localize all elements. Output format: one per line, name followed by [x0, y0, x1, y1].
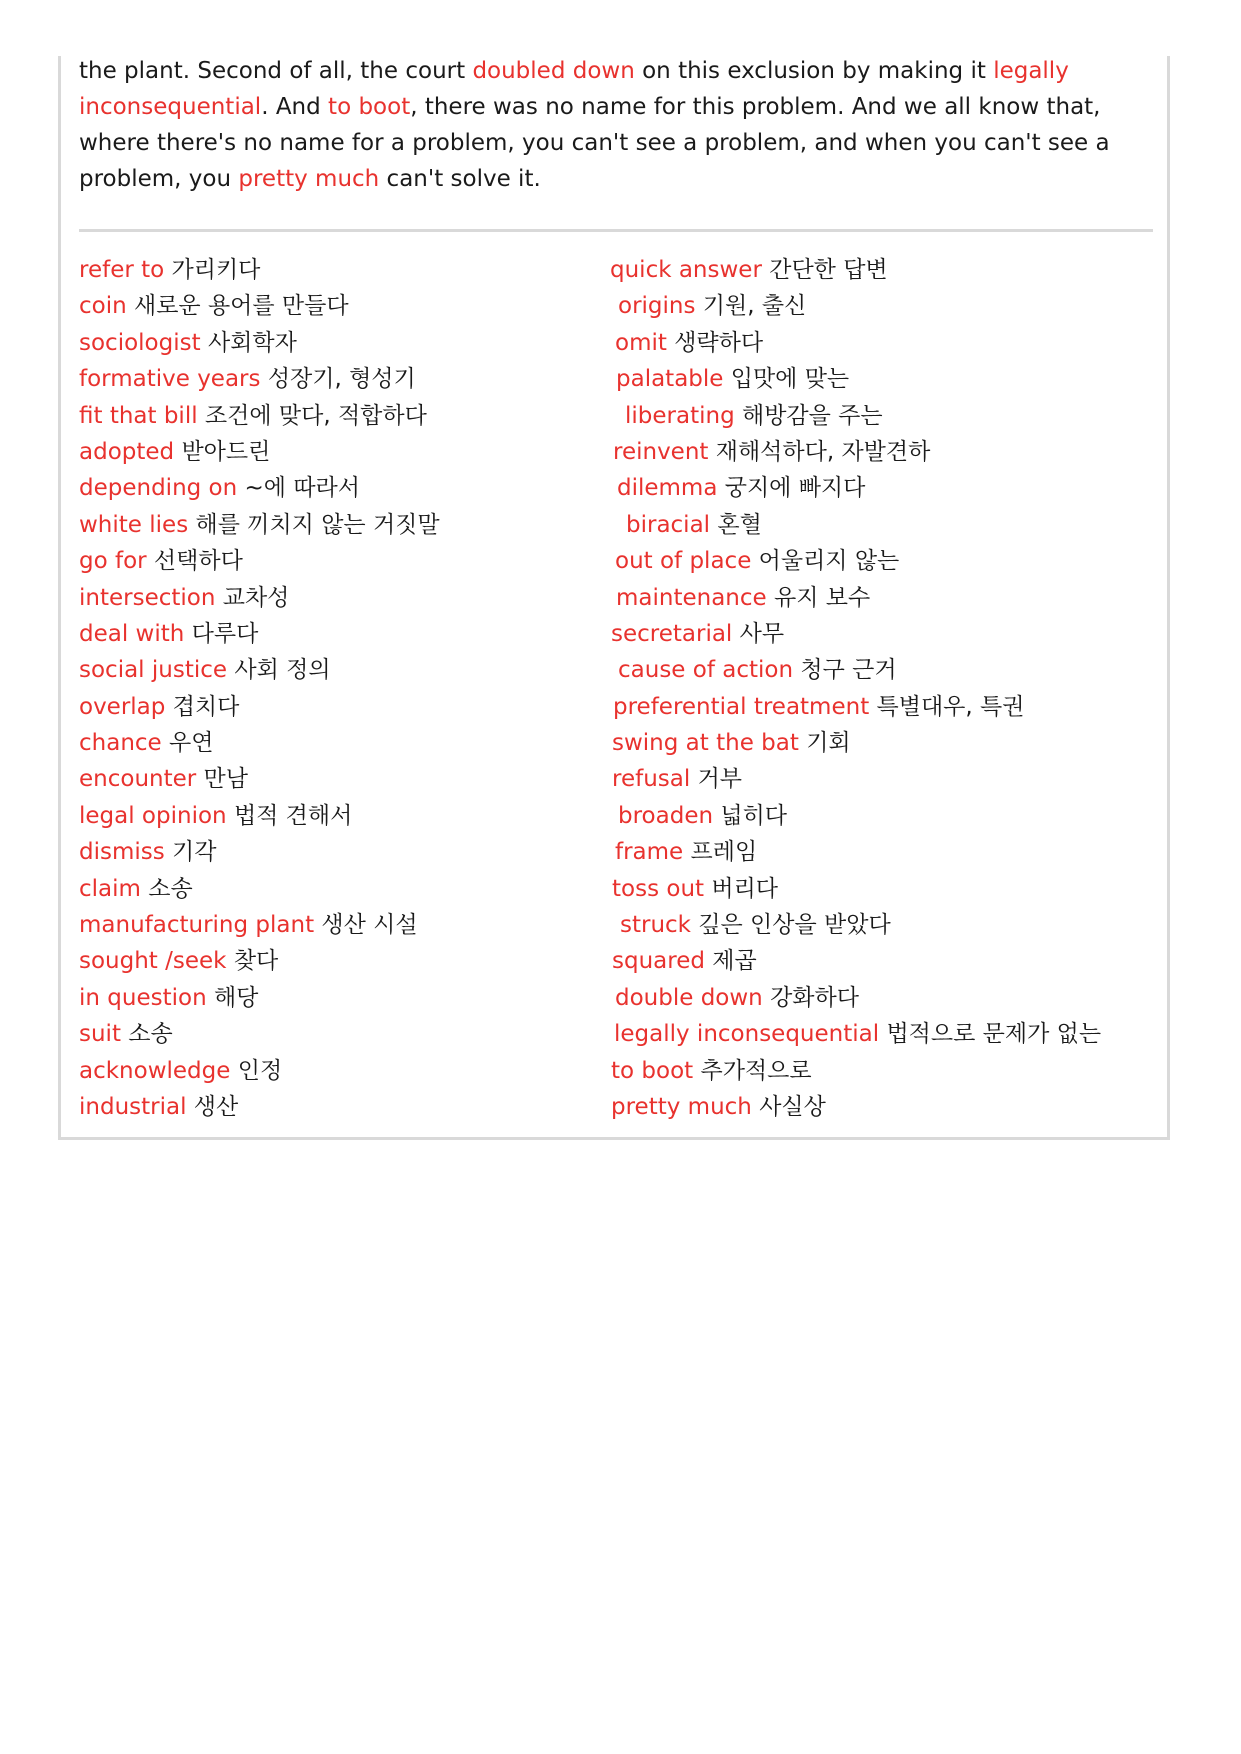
vocab-item [79, 507, 440, 543]
vocab-term: industrial [79, 1093, 187, 1120]
vocab-item [610, 871, 1101, 907]
vocab-term: intersection [79, 584, 216, 611]
highlighted-phrase: doubled down [472, 58, 635, 84]
paragraph-text: can't solve it. [379, 166, 541, 192]
vocab-item [610, 652, 1101, 688]
vocab-item [610, 980, 1101, 1016]
vocab-term: coin [79, 293, 127, 320]
vocab-meaning: 성장기, 형성기 [267, 366, 416, 393]
vocab-meaning: 프레임 [690, 839, 758, 866]
vocab-meaning: 인정 [237, 1057, 283, 1084]
paragraph-text: the plant. Second of all, the court [79, 58, 473, 84]
vocab-term: go for [79, 548, 147, 575]
vocab-term: sought /seek [79, 948, 227, 975]
vocab-meaning: 버리다 [711, 875, 779, 902]
vocab-meaning: 궁지에 빠지다 [724, 475, 866, 502]
vocab-item [79, 398, 440, 434]
vocab-term: claim [79, 875, 141, 902]
vocab-item [610, 834, 1101, 870]
vocab-list-left [79, 252, 440, 1125]
vocab-item [79, 689, 440, 725]
vocab-term: toss out [612, 875, 705, 902]
vocab-meaning: 생산 [193, 1093, 239, 1120]
vocab-item [79, 652, 440, 688]
vocab-item [610, 689, 1101, 725]
highlighted-phrase: pretty much [238, 166, 380, 192]
vocab-meaning: 간단한 답변 [769, 257, 888, 283]
vocab-item [79, 616, 440, 652]
vocab-meaning: 깊은 인상을 받았다 [698, 912, 891, 939]
vocab-meaning: 조건에 맞다, 적합하다 [204, 402, 427, 429]
vocab-item [79, 907, 440, 943]
vocab-item [610, 907, 1101, 943]
vocab-item [79, 761, 440, 797]
vocab-term: omit [615, 329, 667, 356]
vocab-meaning: 재해석하다, 자발견하 [715, 438, 931, 465]
vocab-item [610, 725, 1101, 761]
vocab-item [79, 798, 440, 834]
vocab-item [610, 361, 1101, 397]
vocab-term: quick answer [610, 257, 762, 283]
vocab-list-right [610, 252, 1101, 1125]
vocab-item [610, 580, 1101, 616]
vocab-term: adopted [79, 438, 175, 465]
vocab-item [610, 398, 1101, 434]
highlighted-phrase: to boot [328, 94, 411, 120]
vocab-term: deal with [79, 620, 185, 647]
vocab-term: dilemma [617, 475, 718, 502]
vocab-meaning: 겹치다 [172, 693, 240, 720]
vocab-term: squared [612, 948, 705, 975]
vocab-meaning: 추가적으로 [700, 1057, 812, 1084]
vocab-term: pretty much [611, 1093, 752, 1120]
vocab-meaning: 해당 [213, 984, 259, 1011]
vocab-meaning: 소송 [148, 875, 193, 902]
vocab-term: biracial [626, 511, 711, 538]
vocab-term: cause of action [618, 657, 794, 684]
vocab-item [610, 1016, 1101, 1052]
vocab-term: dismiss [79, 839, 165, 866]
vocab-item [79, 252, 440, 288]
vocab-item [79, 361, 440, 397]
paragraph-text: . And [261, 94, 329, 120]
vocab-item [610, 1053, 1101, 1089]
vocab-term: secretarial [611, 620, 733, 647]
vocab-term: out of place [615, 548, 752, 575]
vocab-term: to boot [611, 1057, 694, 1084]
vocab-item [79, 434, 440, 470]
vocab-meaning: 가리키다 [171, 257, 261, 283]
vocab-meaning: ~에 따라서 [244, 475, 360, 502]
vocab-meaning: 받아드린 [181, 438, 271, 465]
vocab-meaning: 사회학자 [207, 329, 297, 356]
vocab-item [79, 580, 440, 616]
vocab-item [610, 288, 1101, 324]
vocab-term: social justice [79, 657, 228, 684]
vocab-meaning: 사무 [739, 620, 785, 647]
vocab-term: acknowledge [79, 1057, 231, 1084]
vocab-term: legal opinion [79, 802, 227, 829]
vocab-item [610, 1089, 1101, 1125]
vocab-meaning: 사실상 [759, 1093, 826, 1120]
vocab-term: frame [615, 839, 684, 866]
vocab-term: refer to [79, 257, 165, 283]
vocab-term: broaden [618, 802, 714, 829]
vocab-term: origins [618, 293, 696, 320]
vocab-meaning: 강화하다 [770, 984, 859, 1011]
vocab-item [610, 507, 1101, 543]
vocab-meaning: 제곱 [712, 948, 757, 975]
paragraph-text: on this exclusion by making it [634, 58, 994, 84]
vocab-meaning: 거부 [697, 766, 742, 793]
vocab-item [79, 543, 440, 579]
vocab-meaning: 찾다 [233, 948, 279, 975]
vocab-item [79, 871, 440, 907]
vocab-term: suit [79, 1021, 121, 1048]
vocab-meaning: 특별대우, 특권 [876, 693, 1025, 720]
vocab-term: reinvent [613, 438, 709, 465]
vocab-item [79, 470, 440, 506]
vocab-meaning: 입맛에 맞는 [730, 366, 850, 393]
vocab-meaning: 기회 [806, 730, 851, 757]
vocab-meaning: 소송 [128, 1021, 173, 1048]
paragraph-text: , there was no name for this problem. And we all know that, where there's no name for a problem, you can't see a problem, and when you can't see a problem, you [79, 94, 1110, 192]
vocab-item [79, 1016, 440, 1052]
vocab-item [610, 943, 1101, 979]
vocab-item [79, 980, 440, 1016]
vocab-term: liberating [625, 402, 735, 429]
vocab-term: maintenance [616, 584, 767, 611]
vocab-term: struck [620, 912, 691, 939]
vocab-item [79, 1053, 440, 1089]
vocab-term: formative years [79, 366, 261, 393]
highlighted-phrase: legally inconsequential [79, 58, 1069, 120]
vocab-meaning: 교차성 [222, 584, 290, 611]
vocab-meaning: 어울리지 않는 [758, 548, 900, 575]
vocab-item [610, 543, 1101, 579]
vocab-meaning: 선택하다 [153, 548, 243, 575]
vocab-term: white lies [79, 511, 189, 538]
vocab-meaning: 혼혈 [717, 511, 762, 538]
vocab-item [610, 616, 1101, 652]
vocab-term: chance [79, 730, 162, 757]
vocab-term: in question [79, 984, 207, 1011]
vocab-meaning: 해방감을 주는 [741, 402, 883, 429]
vocab-item [79, 325, 440, 361]
vocab-item [79, 725, 440, 761]
vocab-meaning: 새로운 용어를 만들다 [134, 293, 349, 320]
vocab-term: preferential treatment [613, 693, 870, 720]
vocab-meaning: 기각 [172, 839, 217, 866]
vocab-item [610, 761, 1101, 797]
vocab-meaning: 넓히다 [720, 802, 788, 829]
vocab-item [79, 943, 440, 979]
vocab-item [79, 1089, 440, 1125]
vocab-term: fit that bill [79, 402, 198, 429]
vocab-item [610, 798, 1101, 834]
vocab-meaning: 생략하다 [674, 329, 764, 356]
vocab-meaning: 만남 [203, 766, 248, 793]
vocab-term: depending on [79, 475, 238, 502]
section-divider [79, 229, 1153, 232]
vocab-item [79, 834, 440, 870]
vocab-item [610, 252, 1101, 288]
vocab-meaning: 우연 [169, 730, 214, 757]
passage-paragraph [79, 53, 1169, 197]
vocab-meaning: 다루다 [191, 620, 259, 647]
vocab-meaning: 법적으로 문제가 없는 [886, 1021, 1102, 1048]
vocab-term: sociologist [79, 329, 201, 356]
vocab-term: encounter [79, 766, 197, 793]
vocab-meaning: 생산 시설 [321, 912, 418, 939]
vocab-item [610, 470, 1101, 506]
vocab-term: legally inconsequential [614, 1021, 880, 1048]
vocab-term: palatable [616, 366, 724, 393]
vocab-term: double down [615, 984, 763, 1011]
vocab-item [610, 325, 1101, 361]
vocab-meaning: 법적 견해서 [233, 802, 353, 829]
vocab-term: swing at the bat [612, 730, 799, 757]
vocab-term: manufacturing plant [79, 912, 315, 939]
vocab-meaning: 청구 근거 [800, 657, 897, 684]
vocab-meaning: 기원, 출신 [702, 293, 807, 320]
vocab-term: overlap [79, 693, 166, 720]
vocab-meaning: 유지 보수 [774, 584, 871, 611]
vocab-term: refusal [612, 766, 691, 793]
vocab-item [79, 288, 440, 324]
vocab-meaning: 해를 끼치지 않는 거짓말 [195, 511, 440, 538]
vocab-item [610, 434, 1101, 470]
vocab-meaning: 사회 정의 [234, 657, 331, 684]
